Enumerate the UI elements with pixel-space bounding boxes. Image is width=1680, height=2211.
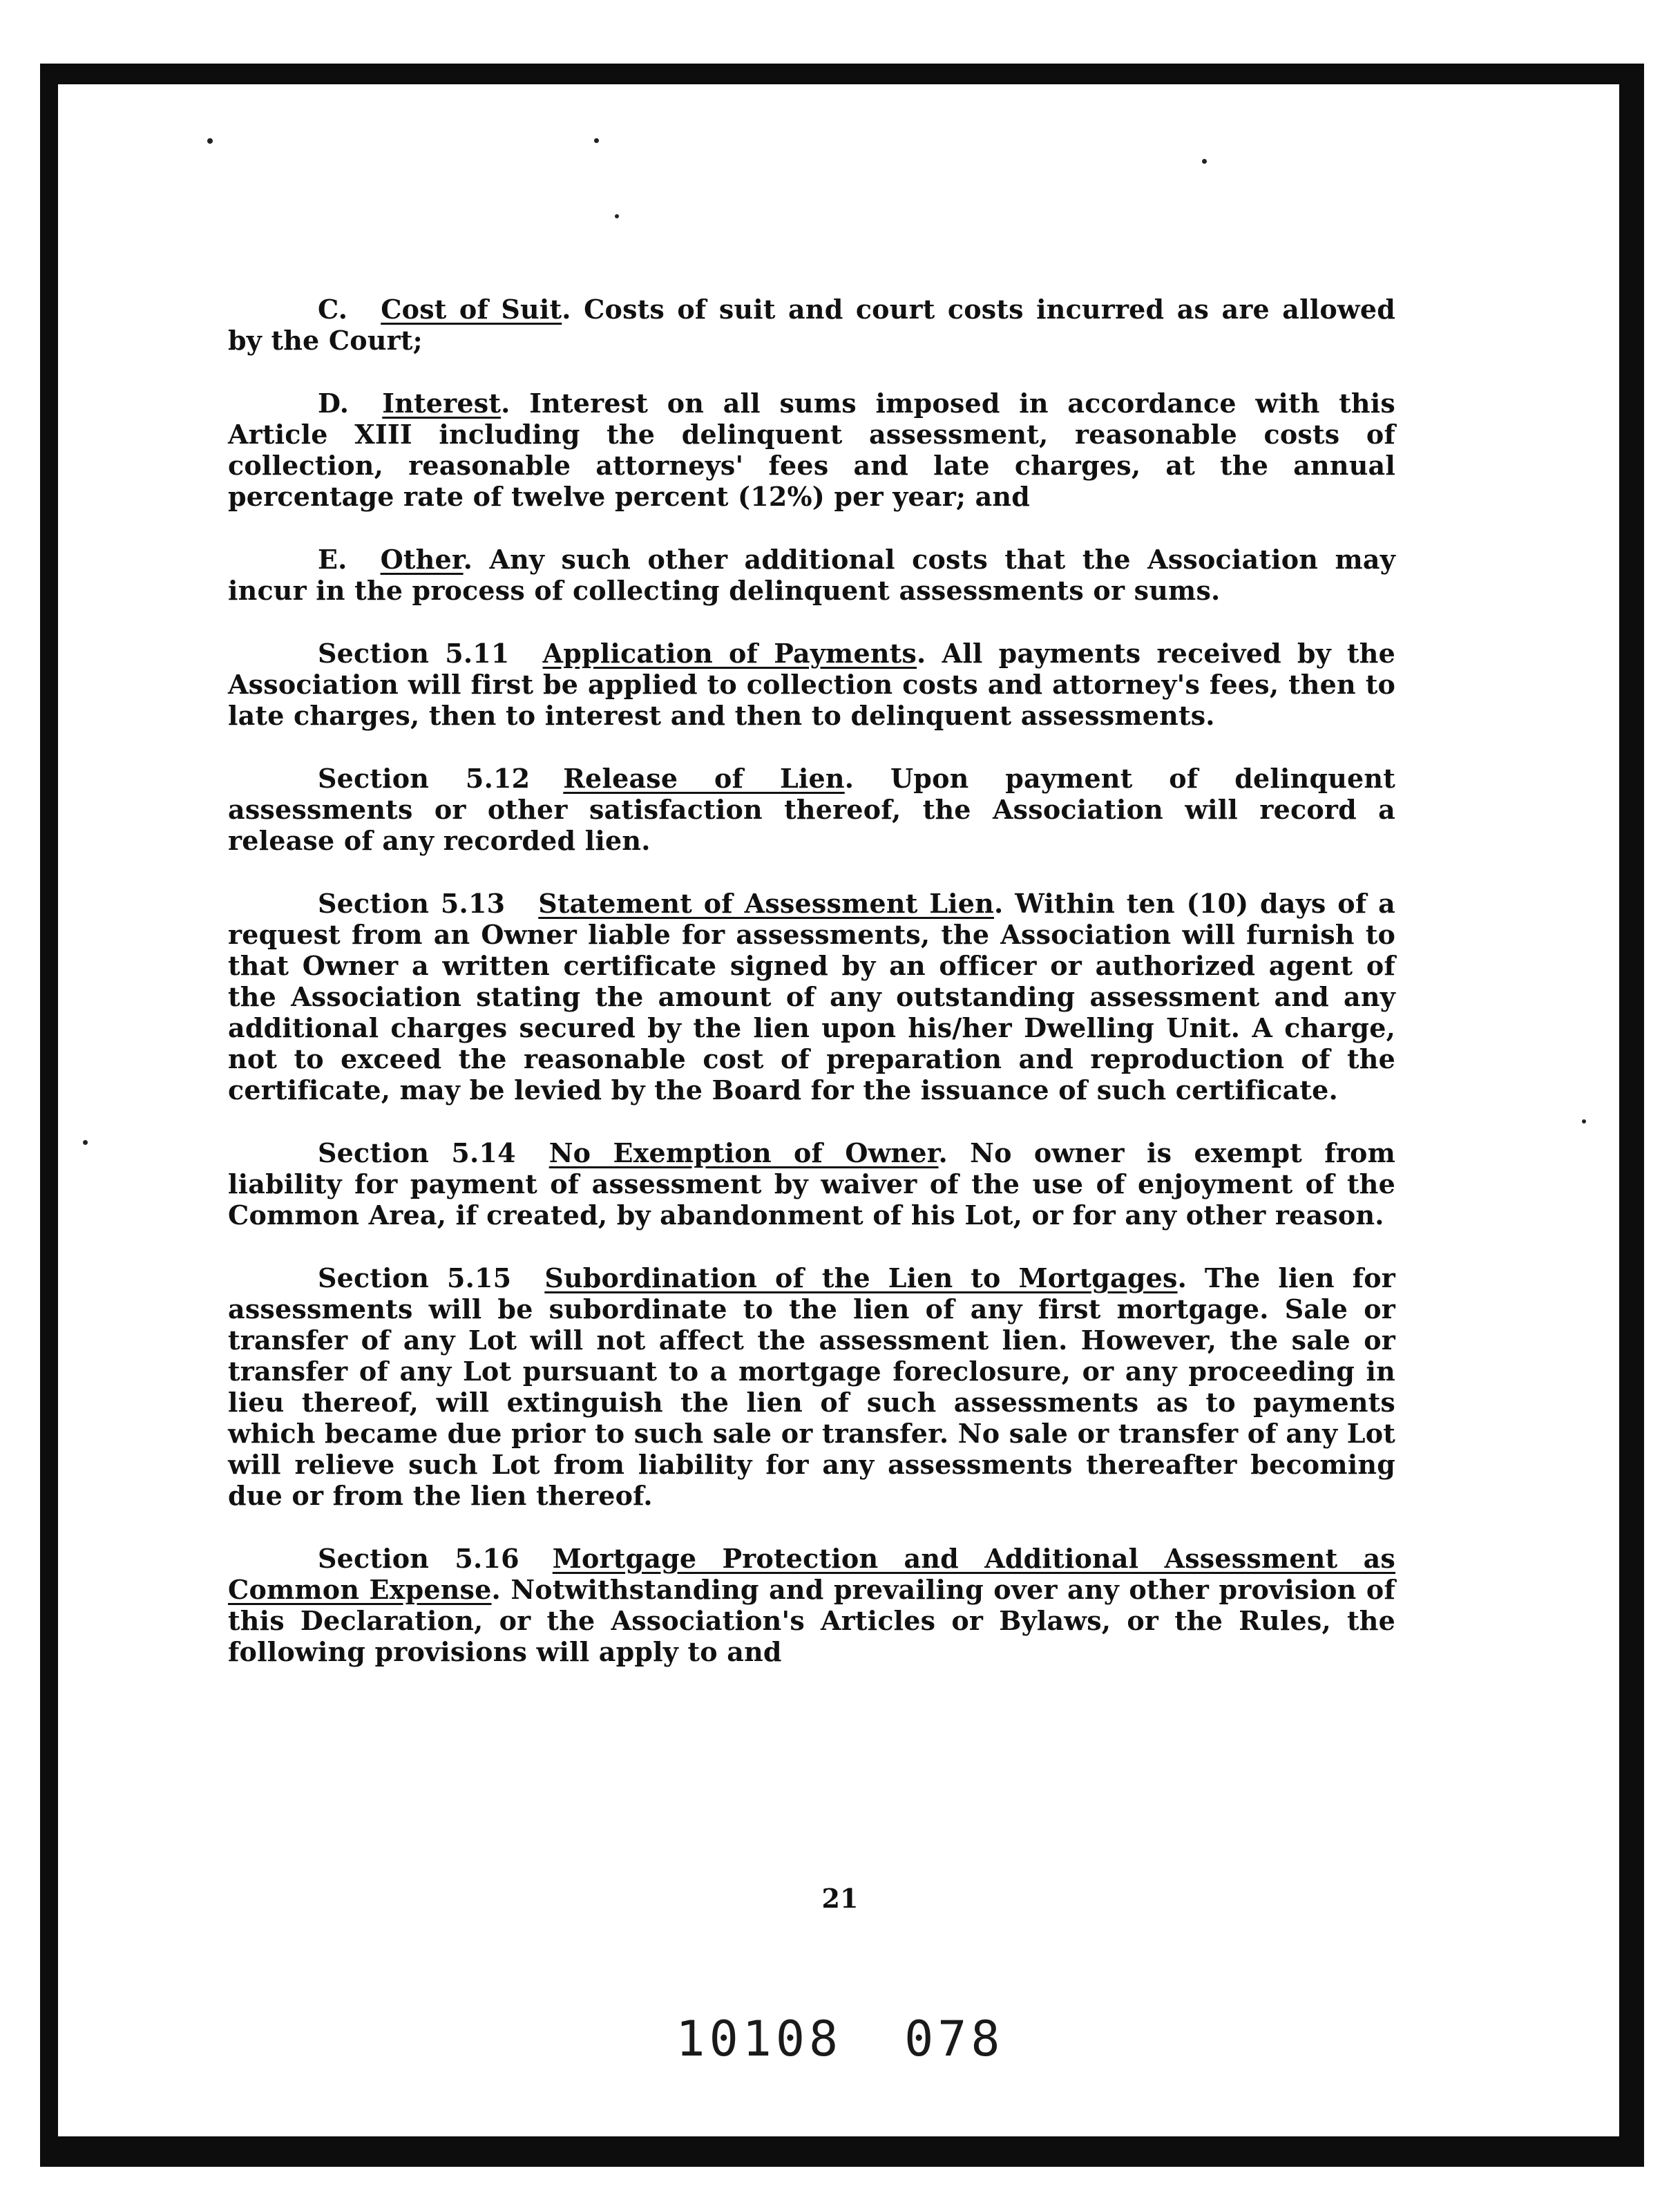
paragraph-heading: Other [380, 544, 464, 575]
paragraph-e [228, 544, 1395, 606]
paragraph-text: . Any such other additional costs that the Association may incur in the process of collecting delinquent assessments or sums. [228, 544, 1395, 606]
section-text: . The lien for assessments will be subordinate to the lien of any first mortgage. Sale or transfer of any Lot will not affect the assessment lien. However, the sale or transfer of any Lot pursuant to a mortgage foreclosure, or any proceeding in lieu thereof, will extinguish the lien of such assessments as to payments which became due prior to such sale or transfer. No sale or transfer of any Lot will relieve such Lot from liability for any assessments thereafter becoming due or from the lien thereof. [228, 1262, 1395, 1511]
paragraph-c [228, 294, 1395, 356]
section-5-16 [228, 1543, 1395, 1667]
section-5-14 [228, 1137, 1395, 1231]
paragraph-text: . Costs of suit and court costs incurred as are allowed by the Court; [228, 294, 1395, 356]
section-text: . Notwithstanding and prevailing over any other provision of this Declaration, or the Association's Articles or Bylaws, or the Rules, the following provisions will apply to and [228, 1574, 1395, 1667]
scan-speck [83, 1140, 88, 1145]
stamp-book: 10108 [676, 2011, 843, 2067]
stamp-page: 078 [904, 2011, 1004, 2067]
section-label: Section 5.14 [318, 1137, 516, 1168]
section-heading: Subordination of the Lien to Mortgages [544, 1262, 1178, 1293]
scan-speck [1202, 159, 1207, 164]
paragraph-d [228, 388, 1395, 512]
section-5-11 [228, 638, 1395, 731]
paragraph-heading: Interest [382, 388, 502, 419]
section-heading: Release of Lien [563, 763, 845, 794]
section-text: . All payments received by the Association will first be applied to collection costs and attorney's fees, then to late charges, then to interest and then to delinquent assessments. [228, 638, 1395, 731]
section-5-15 [228, 1262, 1395, 1511]
section-label: Section 5.13 [318, 888, 506, 919]
paragraph-text: . Interest on all sums imposed in accordance with this Article XIII including the delinquent assessment, reasonable costs of collection, reasonable attorneys' fees and late charges, at the annual percentage rate of twelve percent (12%) per year; and [228, 388, 1395, 512]
section-5-13 [228, 888, 1395, 1106]
section-text: . Within ten (10) days of a request from an Owner liable for assessments, the Association will furnish to that Owner a written certificate signed by an officer or authorized agent of the Association stating the amount of any outstanding assessment and any additional charges secured by the lien upon his/her Dwelling Unit. A charge, not to exceed the reasonable cost of preparation and reproduction of the certificate, may be levied by the Board for the issuance of such certificate. [228, 888, 1396, 1106]
section-heading: Application of Payments [542, 638, 917, 669]
page-number: 21 [821, 1883, 859, 1914]
section-text: . Upon payment of delinquent assessments or other satisfaction thereof, the Association will record a release of any recorded lien. [228, 763, 1395, 856]
scan-speck [207, 138, 213, 144]
scan-speck [594, 138, 599, 143]
scan-speck [1582, 1119, 1586, 1123]
section-label: Section 5.11 [318, 638, 510, 669]
section-heading: Statement of Assessment Lien [538, 888, 994, 919]
document-body [228, 294, 1395, 1699]
paragraph-heading: Cost of Suit [381, 294, 562, 325]
section-heading: Mortgage Protection and Additional Assessment as Common Expense [228, 1543, 1396, 1605]
section-5-12 [228, 763, 1395, 856]
section-label: Section 5.15 [318, 1262, 512, 1293]
paragraph-label: E. [318, 544, 347, 575]
section-heading: No Exemption of Owner [548, 1137, 939, 1168]
recording-stamp [0, 2011, 1680, 2067]
scan-speck [615, 214, 619, 218]
section-label: Section 5.16 [318, 1543, 519, 1574]
paragraph-label: C. [318, 294, 348, 325]
section-label: Section 5.12 [318, 763, 531, 794]
section-text: . No owner is exempt from liability for payment of assessment by waiver of the use of enjoyment of the Common Area, if created, by abandonment of his Lot, or for any other reason. [228, 1137, 1395, 1231]
paragraph-label: D. [318, 388, 350, 419]
